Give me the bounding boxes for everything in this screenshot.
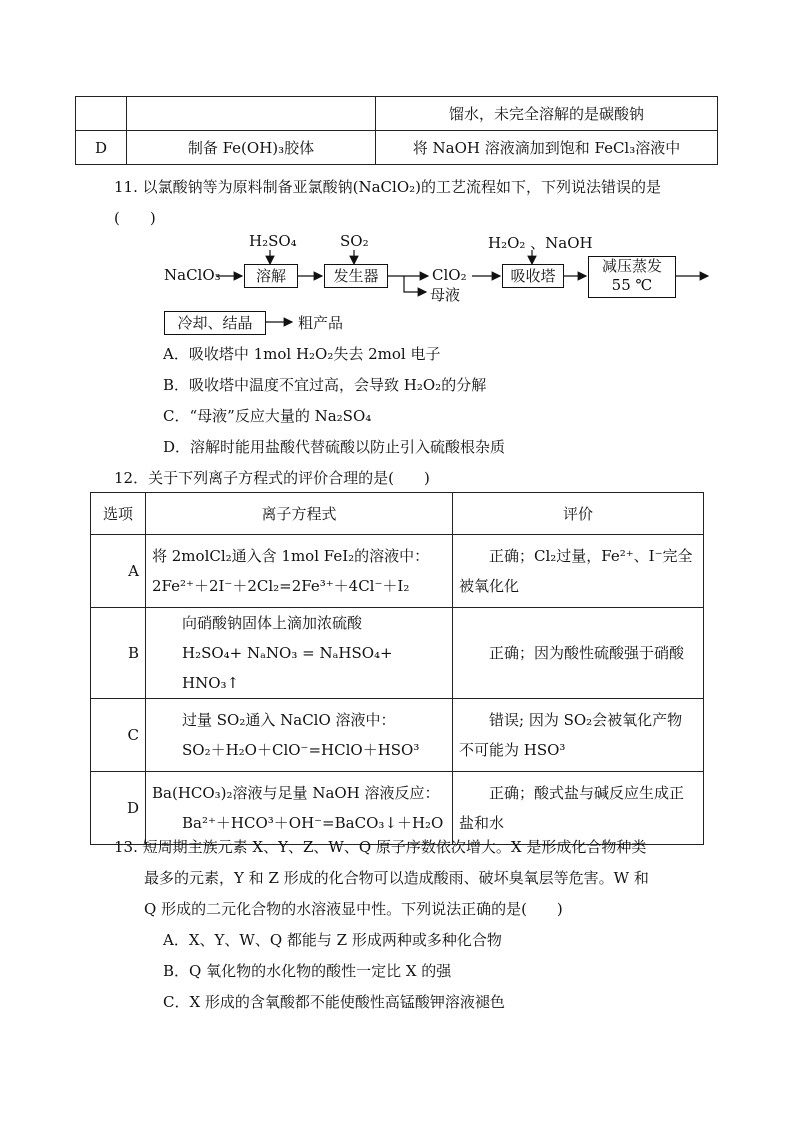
generator-box: 发生器: [324, 264, 388, 288]
flow-reagent-label: SO₂: [340, 232, 369, 250]
q13-stem-line: 最多的元素，Y 和 Z 形成的化合物可以造成酸雨、破坏臭氧层等危害。W 和: [144, 869, 649, 887]
arrow: [404, 276, 426, 292]
evaluation-line: 盐和水: [459, 814, 505, 832]
table-row: [91, 535, 704, 608]
evaporation-label: 减压蒸发: [601, 257, 662, 275]
equation-line: 向硝酸钠固体上滴加浓硫酸: [182, 614, 363, 632]
option-label: D: [126, 799, 139, 817]
evaluation-cell: [453, 608, 704, 699]
equation-cell: [146, 699, 453, 772]
flow-input-label: NaClO₃: [164, 266, 221, 284]
table-row: [91, 608, 704, 699]
equation-cell: [146, 608, 453, 699]
equation-line: SO₂＋H₂O＋ClO⁻=HClO＋HSO³: [182, 741, 420, 759]
flow-reagent-label: H₂SO₄: [249, 232, 297, 250]
experiment-result: 馏水，未完全溶解的是碳酸钠: [376, 97, 718, 131]
dissolve-box: 溶解: [244, 264, 298, 288]
equation-line: H₂SO₄+ NₐNO₃ = NₐHSO₄+ HNO₃↑: [182, 644, 393, 692]
equation-line: Ba²⁺＋HCO³＋OH⁻=BaCO₃↓＋H₂O: [182, 814, 444, 832]
experiment-result: 将 NaOH 溶液滴加到饱和 FeCl₃溶液中: [376, 131, 718, 165]
evaporation-temperature: 55 ℃: [611, 276, 653, 294]
equation-line: 2Fe²⁺＋2I⁻＋2Cl₂=2Fe³⁺＋4Cl⁻＋I₂: [152, 577, 410, 595]
cooling-box: 冷却、结晶: [164, 311, 266, 335]
column-header: 评价: [453, 493, 704, 535]
option-label: B: [127, 644, 139, 662]
evaluation-cell: [453, 535, 704, 608]
q13-stem-line: 13. 短周期主族元素 X、Y、Z、W、Q 原子序数依次增大。X 是形成化合物种类: [114, 838, 647, 856]
equation-cell: [146, 535, 453, 608]
evaluation-line: 被氧化化: [459, 577, 520, 595]
evaluation-cell: [453, 772, 704, 845]
q13-option-a: A．X、Y、W、Q 都能与 Z 形成两种或多种化合物: [163, 931, 502, 949]
column-header: 离子方程式: [146, 493, 453, 535]
q13-option-b: B．Q 氧化物的水化物的酸性一定比 X 的强: [163, 962, 452, 980]
experiment-item: 制备 Fe(OH)₃胶体: [127, 131, 376, 165]
evaluation-cell: [453, 699, 704, 772]
option-cell: [91, 699, 146, 772]
evaporation-box: [588, 256, 676, 298]
q11-option-b: B．吸收塔中温度不宜过高，会导致 H₂O₂的分解: [163, 376, 487, 394]
evaluation-line: 不可能为 HSO³: [459, 741, 566, 759]
flow-product-label: ClO₂: [432, 266, 467, 284]
flow-reagent-label: H₂O₂ 、NaOH: [488, 234, 593, 252]
column-header: 选项: [91, 493, 146, 535]
q11-option-d: D．溶解时能用盐酸代替硫酸以防止引入硫酸根杂质: [163, 438, 506, 456]
flow-output-label: 粗产品: [298, 314, 344, 332]
q11-option-c: C．“母液”反应大量的 Na₂SO₄: [163, 407, 372, 425]
option-label: C: [127, 726, 139, 744]
option-cell: [91, 535, 146, 608]
evaluation-line: 正确；酸式盐与碱反应生成正: [489, 784, 685, 802]
q11-answer-paren: ( ): [114, 209, 156, 227]
q12-table: [90, 492, 704, 845]
q11-option-a: A．吸收塔中 1mol H₂O₂失去 2mol 电子: [163, 345, 441, 363]
option-cell: [91, 772, 146, 845]
absorber-box: 吸收塔: [502, 264, 564, 288]
evaluation-line: 正确；因为酸性硫酸强于硝酸: [489, 644, 685, 662]
row-label: D: [76, 131, 127, 165]
evaluation-line: 正确；Cl₂过量，Fe²⁺、I⁻完全: [489, 547, 693, 565]
equation-line: Ba(HCO₃)₂溶液与足量 NaOH 溶液反应：: [152, 784, 440, 802]
option-label: A: [128, 562, 139, 580]
evaluation-line: 错误; 因为 SO₂会被氧化产物: [489, 711, 683, 729]
option-cell: [91, 608, 146, 699]
q13-stem-line: Q 形成的二元化合物的水溶液显中性。下列说法正确的是( ): [144, 900, 563, 918]
equation-line: 将 2molCl₂通入含 1mol FeI₂的溶液中：: [152, 547, 430, 565]
table-header-row: [91, 493, 704, 535]
table-row: [91, 699, 704, 772]
equation-line: 过量 SO₂通入 NaClO 溶液中：: [182, 711, 396, 729]
flow-byproduct-label: 母液: [430, 286, 461, 304]
table-row: [91, 772, 704, 845]
q11-stem: 11. 以氯酸钠等为原料制备亚氯酸钠(NaClO₂)的工艺流程如下，下列说法错误的是: [114, 178, 661, 196]
q12-stem: 12．关于下列离子方程式的评价合理的是( ): [114, 469, 430, 487]
q13-option-c: C．X 形成的含氧酸都不能使酸性高锰酸钾溶液褪色: [163, 993, 505, 1011]
equation-cell: [146, 772, 453, 845]
